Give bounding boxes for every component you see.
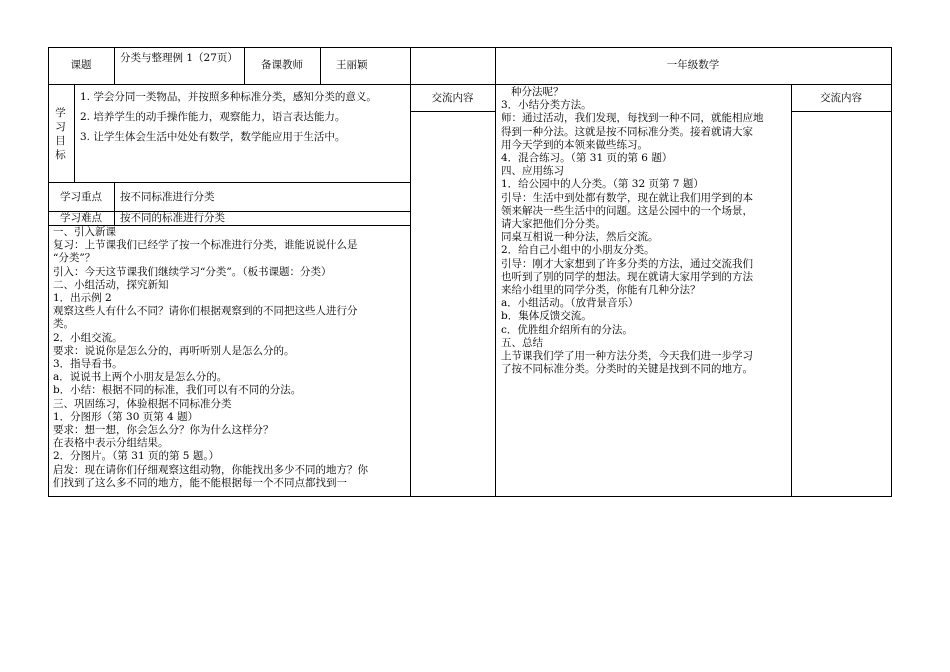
border-top (48, 47, 891, 48)
border-bottom (48, 496, 891, 497)
process-line: 一、引入新课 (53, 226, 116, 238)
teaching-process (53, 226, 409, 490)
goal-item: 3. 让学生体会生活中处处有数学，数学能应用于生活中。 (80, 131, 346, 143)
goals-bottom-line (48, 182, 410, 183)
content-line: 了按不同标准分类。分类时的关键是找到不同的地方。 (501, 363, 753, 376)
divider-label-column-2 (114, 182, 115, 226)
content-line: 请大家把他们分分类。 (501, 218, 606, 231)
header-bottom-line (48, 84, 891, 85)
topic-value: 分类与整理例 1（27页） (120, 52, 238, 64)
process-line: 1．分图形（第 30 页第 4 题） (53, 410, 199, 423)
content-line: b．集体反馈交流。 (501, 310, 592, 323)
exchange-left-header-line (410, 111, 495, 112)
topic-label: 课题 (70, 59, 92, 71)
content-line: 领来解决一些生活中的问题。这是公园中的一个场景， (501, 204, 753, 217)
content-line: 同桌互相说一种分法，然后交流。 (501, 231, 659, 244)
key-point-value: 按不同标准进行分类 (120, 191, 215, 203)
content-line: 师：通过活动，我们发现，每找到一种不同，就能相应地 (501, 112, 764, 125)
goals-label: 学习目标 (55, 107, 66, 161)
process-line: 引入：今天这节课我们继续学习“分类”。（板书课题：分类） (53, 265, 332, 278)
content-line: 种分法呢？ (501, 86, 564, 98)
content-line: 1．给公园中的人分类。（第 32 页第 7 题） (501, 178, 704, 191)
process-line: 们找到了这么多不同的地方，能不能根据每一个不同点都找到一 (53, 476, 347, 489)
process-line: 二、小组活动，探究新知 (53, 278, 169, 291)
process-line: 要求：说说你是怎么分的，再听听别人是怎么分的。 (53, 344, 295, 357)
content-line: 五、总结 (501, 336, 543, 349)
process-line: 三、巩固练习，体验根据不同标准分类 (53, 397, 232, 410)
key-point-label: 学习重点 (60, 191, 102, 203)
process-line: 2．分图片。（第 31 页的第 5 题。） (53, 450, 220, 463)
process-line: “分类”？ (53, 252, 96, 265)
content-line: 4．混合练习。（第 31 页的第 6 题） (501, 152, 673, 165)
divider-name (320, 47, 321, 85)
process-line: 类。 (53, 318, 74, 331)
content-line: 来给小组里的同学分类，你能有几种分法？ (501, 284, 701, 297)
process-line: 启发：现在请你们仔细观察这组动物，你能找出多少不同的地方？你 (53, 463, 368, 476)
process-line: 在表格中表示分组结果。 (53, 437, 169, 450)
content-line: a．小组活动。（放背景音乐） (501, 297, 639, 310)
divider-topic (114, 47, 115, 85)
content-line: c．优胜组介绍所有的分法。 (501, 323, 633, 336)
content-line: 上节课我们学了用一种方法分类，今天我们进一步学习 (501, 350, 753, 363)
process-line: 3．指导看书。 (53, 358, 123, 371)
process-line: a．说说书上两个小朋友是怎么分的。 (53, 371, 228, 384)
content-line: 3．小结分类方法。 (501, 99, 592, 112)
content-line: 引导：生活中到处都有数学，现在就让我们用学到的本 (501, 191, 753, 204)
divider-left-content (410, 47, 411, 497)
border-left (48, 47, 49, 497)
divider-page-split (495, 47, 496, 497)
exchange-label-right: 交流内容 (820, 92, 862, 104)
process-line: 2．小组交流。 (53, 331, 123, 344)
border-right (891, 47, 892, 497)
divider-right-content (791, 84, 792, 497)
goal-item: 2. 培养学生的动手操作能力，观察能力，语言表达能力。 (80, 111, 346, 123)
content-line: 得到一种分法。这就是按不同标准分类。接着就请大家 (501, 125, 753, 138)
content-line: 也听到了别的同学的想法。现在就请大家用学到的方法 (501, 270, 753, 283)
subject-title: 一年级数学 (666, 59, 720, 71)
teacher-label: 备课教师 (261, 59, 303, 71)
process-line: 1．出示例 2 (53, 292, 112, 305)
process-line: 要求：想一想，你会怎么分？你为什么这样分？ (53, 424, 274, 437)
difficulty-label: 学习难点 (60, 212, 102, 224)
process-line: 复习：上节课我们已经学了按一个标准进行分类，谁能说说什么是 (53, 239, 358, 252)
process-line: b．小结：根据不同的标准，我们可以有不同的分法。 (53, 384, 302, 397)
content-line: 用今天学到的本领来做些练习。 (501, 138, 648, 151)
divider-label-column (74, 84, 75, 183)
goal-item: 1. 学会分同一类物品，并按照多种标准分类，感知分类的意义。 (80, 91, 377, 103)
process-line: 观察这些人有什么不同？请你们根据观察到的不同把这些人进行分 (53, 305, 358, 318)
exchange-right-header-line (791, 111, 891, 112)
goals-list (80, 90, 408, 144)
difficulty-value: 按不同的标准进行分类 (120, 212, 225, 224)
right-page-content (501, 86, 789, 376)
content-line: 四、应用练习 (501, 165, 564, 178)
content-line: 引导：刚才大家想到了许多分类的方法，通过交流我们 (501, 257, 753, 270)
teacher-name: 王丽颖 (336, 59, 368, 71)
exchange-label-left: 交流内容 (431, 92, 474, 104)
content-line: 2．给自己小组中的小朋友分类。 (501, 244, 655, 257)
